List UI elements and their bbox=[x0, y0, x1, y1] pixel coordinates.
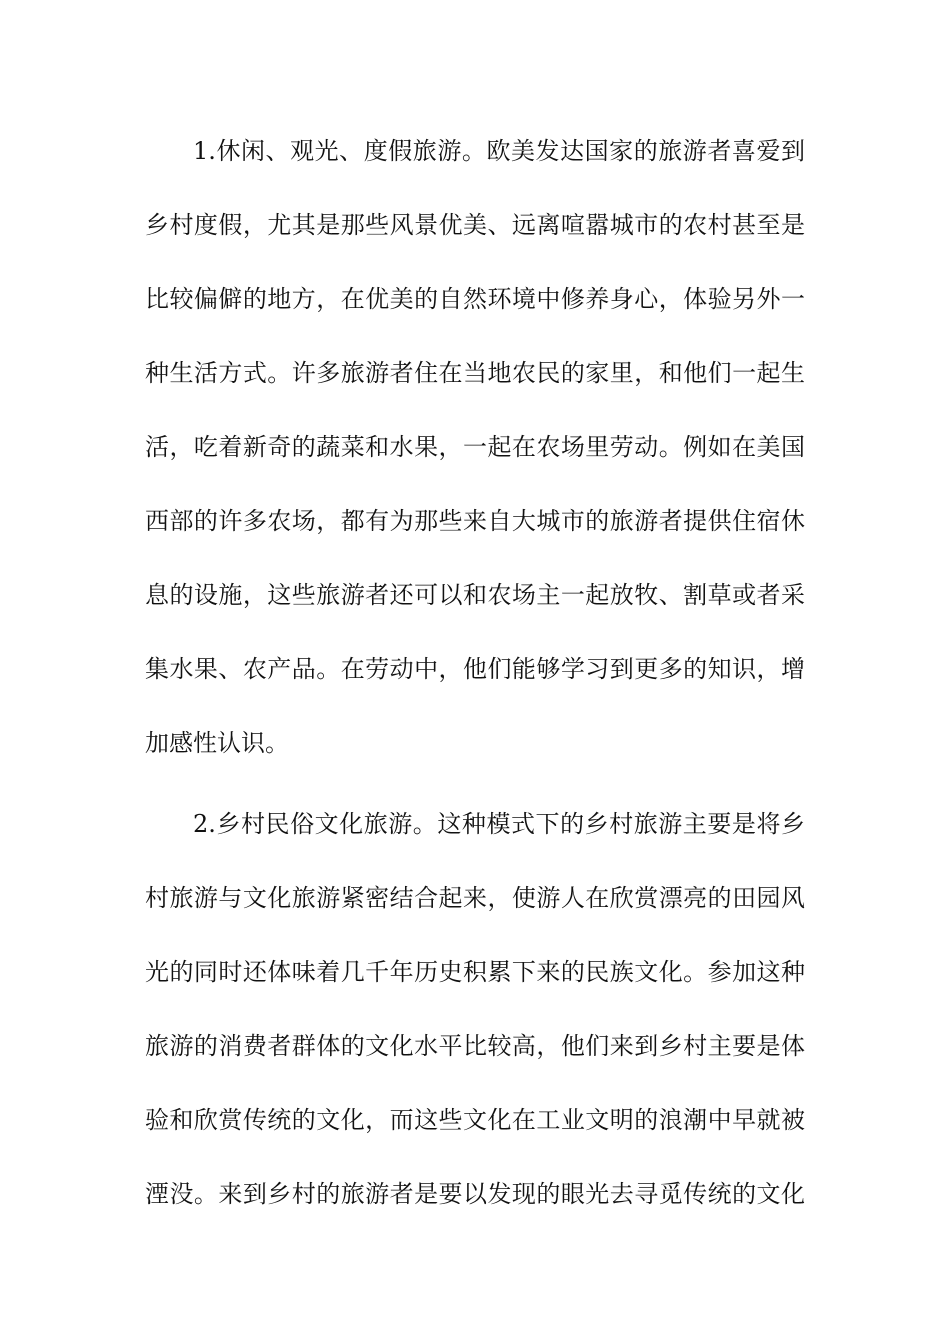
paragraph-2-line-3: 光的同时还体味着几千年历史积累下来的民族文化。参加这种 bbox=[145, 958, 805, 986]
paragraph-1-line-5: 活，吃着新奇的蔬菜和水果，一起在农场里劳动。例如在美国 bbox=[145, 433, 805, 461]
paragraph-2-line-1: 2.乡村民俗文化旅游。这种模式下的乡村旅游主要是将乡 bbox=[193, 810, 805, 838]
paragraph-1-line-9: 加感性认识。 bbox=[145, 729, 289, 757]
paragraph-2-line-6: 湮没。来到乡村的旅游者是要以发现的眼光去寻觅传统的文化 bbox=[145, 1180, 805, 1208]
paragraph-2-line-5: 验和欣赏传统的文化，而这些文化在工业文明的浪潮中早就被 bbox=[145, 1106, 805, 1134]
paragraph-2-line-4: 旅游的消费者群体的文化水平比较高，他们来到乡村主要是体 bbox=[145, 1032, 805, 1060]
paragraph-1-line-8: 集水果、农产品。在劳动中，他们能够学习到更多的知识，增 bbox=[145, 655, 805, 683]
paragraph-1-line-7: 息的设施，这些旅游者还可以和农场主一起放牧、割草或者采 bbox=[145, 581, 805, 609]
paragraph-1-line-3: 比较偏僻的地方，在优美的自然环境中修养身心，体验另外一 bbox=[145, 285, 805, 313]
paragraph-1-line-1: 1.休闲、观光、度假旅游。欧美发达国家的旅游者喜爱到 bbox=[193, 137, 805, 165]
paragraph-1-line-2: 乡村度假，尤其是那些风景优美、远离喧嚣城市的农村甚至是 bbox=[145, 211, 805, 239]
paragraph-1-line-4: 种生活方式。许多旅游者住在当地农民的家里，和他们一起生 bbox=[145, 359, 805, 387]
paragraph-2-line-2: 村旅游与文化旅游紧密结合起来，使游人在欣赏漂亮的田园风 bbox=[145, 884, 805, 912]
paragraph-1-line-6: 西部的许多农场，都有为那些来自大城市的旅游者提供住宿休 bbox=[145, 507, 805, 535]
